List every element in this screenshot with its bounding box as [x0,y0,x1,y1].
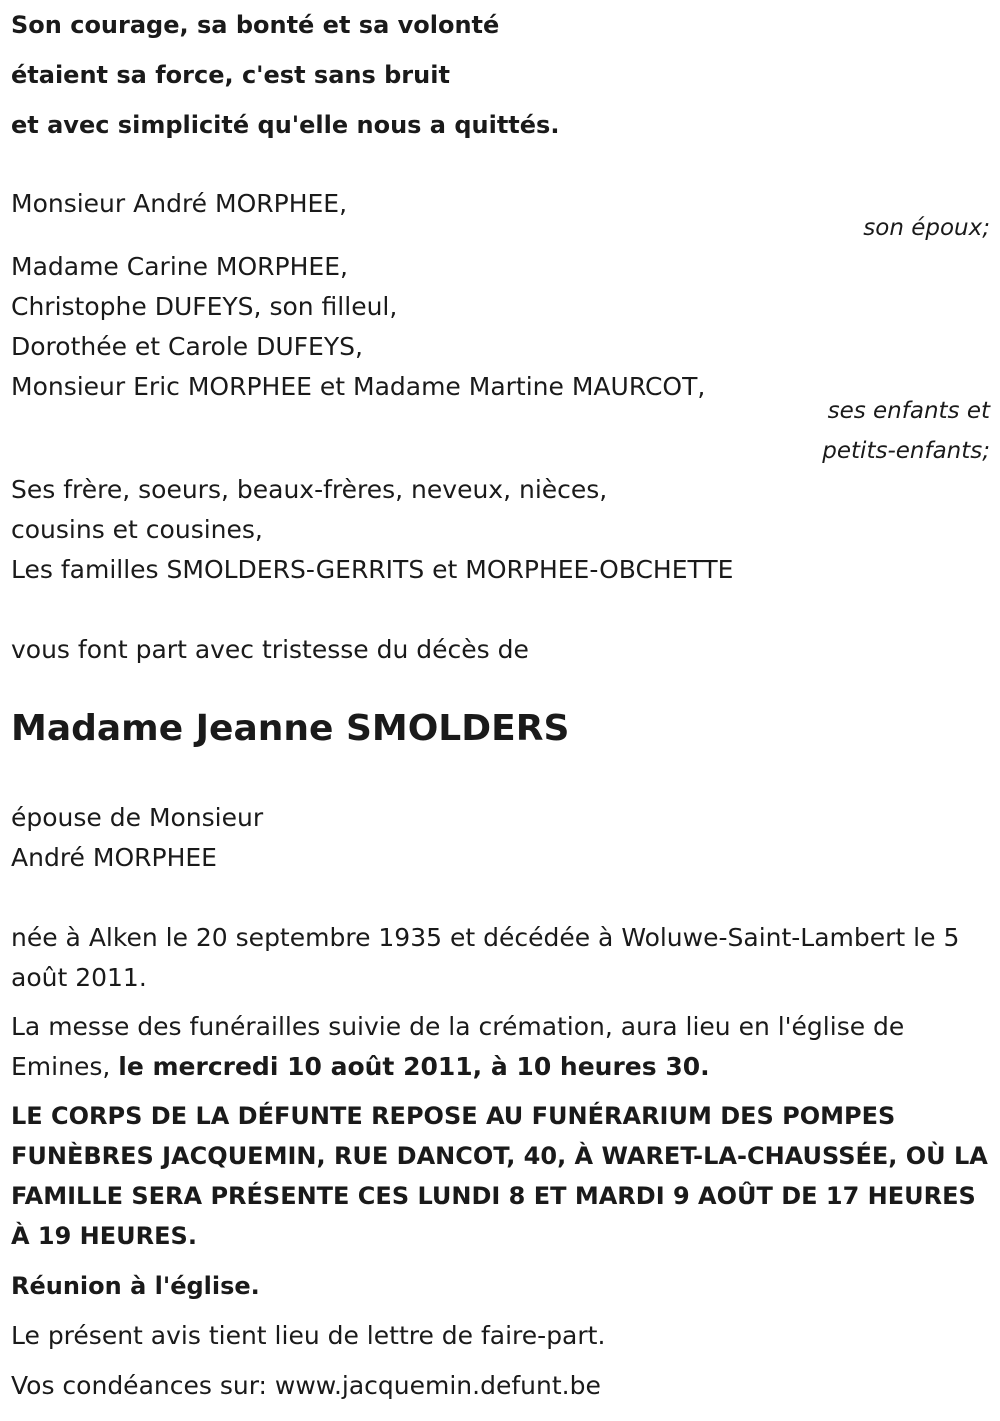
viewing-info: LE CORPS DE LA DÉFUNTE REPOSE AU FUNÉRARIUM DES POMPES FUNÈBRES JACQUEMIN, RUE DANCOT, 40, À WARET-LA-CHAUSSÉE, OÙ LA FAMILLE SERA PRÉSENTE CES LUNDI 8 ET MARDI 9 AOÛT DE 17 HEURES À 19 HEURES. [11,1102,988,1250]
spouse-name: Monsieur André MORPHEE, [11,189,348,218]
funeral-info [11,1007,991,1087]
quote-line-3: et avec simplicité qu'elle nous a quittés. [11,111,560,139]
family-line-1: Ses frère, soeurs, beaux-frères, neveux, nièces, [11,475,608,504]
funeral-text: La messe des funérailles suivie de la crémation, aura lieu en l'église de Emines, [11,1012,905,1081]
condolences: Vos condéances sur: www.jacquemin.defunt.be [11,1371,601,1400]
funeral-date: le mercredi 10 août 2011, à 10 heures 30. [118,1052,710,1081]
child-line-3: Dorothée et Carole DUFEYS, [11,332,363,361]
notice: Le présent avis tient lieu de lettre de faire-part. [11,1321,606,1350]
spouse-of-line-2: André MORPHEE [11,843,217,872]
spouse-of-line-1: épouse de Monsieur [11,803,264,832]
birth-death: née à Alken le 20 septembre 1935 et décédée à Woluwe-Saint-Lambert le 5 août 2011. [11,923,960,992]
child-line-2: Christophe DUFEYS, son filleul, [11,292,398,321]
announcement: vous font part avec tristesse du décès de [11,635,529,664]
children-role-1: ses enfants et [827,398,990,424]
meeting: Réunion à l'église. [11,1272,260,1300]
quote-line-2: étaient sa force, c'est sans bruit [11,61,450,89]
spouse-role: son époux; [863,215,990,241]
children-role-2: petits-enfants; [822,438,990,464]
family-line-2: cousins et cousines, [11,515,263,544]
quote-line-1: Son courage, sa bonté et sa volonté [11,11,500,39]
child-line-4: Monsieur Eric MORPHEE et Madame Martine MAURCOT, [11,372,706,401]
child-line-1: Madame Carine MORPHEE, [11,252,348,281]
family-line-3: Les familles SMOLDERS-GERRITS et MORPHEE-OBCHETTE [11,555,734,584]
deceased-name: Madame Jeanne SMOLDERS [11,708,570,749]
